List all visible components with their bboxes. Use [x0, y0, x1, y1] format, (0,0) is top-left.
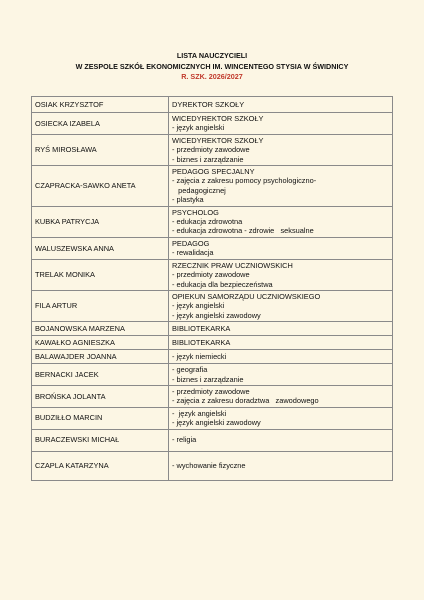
role-line: - wychowanie fizyczne: [172, 460, 246, 470]
table-row: [32, 407, 393, 429]
teacher-name: BERNACKI JACEK: [32, 364, 169, 386]
role-line: RZECZNIK PRAW UCZNIOWSKICH: [172, 260, 293, 270]
role-line: WICEDYREKTOR SZKOŁY: [172, 114, 264, 123]
teacher-name: OSIECKA IZABELA: [32, 113, 169, 135]
table-row: [32, 290, 393, 321]
table-row: [32, 350, 393, 364]
role-line: - edukacja zdrowotna - zdrowie seksualne: [172, 226, 314, 236]
role-line: - zajęcia z zakresu pomocy psychologiczno-: [172, 176, 317, 186]
teacher-name: CZAPRACKA-SAWKO ANETA: [32, 166, 169, 207]
table-row: [32, 206, 393, 237]
role-line: - język angielski: [172, 408, 227, 418]
role-line: - język angielski: [172, 301, 225, 311]
document-header: [0, 51, 424, 83]
school-name: W ZESPOLE SZKÓŁ EKONOMICZNYCH IM. WINCENTEGO STYSIA W ŚWIDNICY: [75, 61, 349, 71]
teacher-name: CZAPLA KATARZYNA: [32, 451, 169, 480]
teacher-name: BURACZEWSKI MICHAŁ: [32, 429, 169, 451]
teacher-name: FILA ARTUR: [32, 290, 169, 321]
role-line: - zajęcia z zakresu doradztwa zawodowego: [172, 396, 319, 406]
role-line: OPIEKUN SAMORZĄDU UCZNIOWSKIEGO: [172, 291, 321, 301]
teacher-roles: [169, 97, 393, 113]
table-row: [32, 113, 393, 135]
role-line: PEDAGOG: [172, 238, 210, 248]
teacher-roles: [169, 429, 393, 451]
role-line: PSYCHOLOG: [172, 207, 219, 217]
role-line: BIBLIOTEKARKA: [172, 323, 231, 333]
table-row: [32, 322, 393, 336]
role-line: - plastyka: [172, 195, 204, 205]
teacher-roles: [169, 322, 393, 336]
role-line: DYREKTOR SZKOŁY: [172, 99, 245, 109]
teacher-roles: [169, 166, 393, 207]
document-title: LISTA NAUCZYCIELI: [176, 51, 248, 60]
teacher-roles: [169, 237, 393, 259]
role-line: - biznes i zarządzanie: [172, 154, 244, 164]
teacher-roles: [169, 336, 393, 350]
table-row: [32, 385, 393, 407]
teacher-name: BROŃSKA JOLANTA: [32, 385, 169, 407]
school-year: R. SZK. 2026/2027: [181, 72, 243, 81]
teacher-roles: [169, 364, 393, 386]
teacher-roles: [169, 206, 393, 237]
table-row: [32, 429, 393, 451]
role-line: PEDAGOG SPECJALNY: [172, 167, 255, 177]
table-row: [32, 336, 393, 350]
teacher-name: TRELAK MONIKA: [32, 259, 169, 290]
role-line: - biznes i zarządzanie: [172, 374, 244, 384]
table-row: [32, 134, 393, 165]
teacher-name: KAWAŁKO AGNIESZKA: [32, 336, 169, 350]
role-line: pedagogicznej: [172, 185, 226, 195]
teacher-roles: [169, 407, 393, 429]
role-line: - przedmioty zawodowe: [172, 145, 250, 155]
table-row: [32, 364, 393, 386]
teacher-name: OSIAK KRZYSZTOF: [32, 97, 169, 113]
teacher-roles: [169, 350, 393, 364]
role-line: - język angielski zawodowy: [172, 310, 261, 320]
role-line: - edukacja dla bezpieczeństwa: [172, 279, 273, 289]
teacher-roles: [169, 134, 393, 165]
table-row: [32, 97, 393, 113]
teacher-roles: [169, 113, 393, 135]
teacher-name: BOJANOWSKA MARZENA: [32, 322, 169, 336]
role-line: - geografia: [172, 365, 208, 375]
role-line: - rewalidacja: [172, 248, 214, 258]
role-line: - język angielski: [172, 123, 225, 133]
teacher-name: BALAWAJDER JOANNA: [32, 350, 169, 364]
teacher-roles: [169, 290, 393, 321]
teacher-name: WALUSZEWSKA ANNA: [32, 237, 169, 259]
teacher-roles: [169, 451, 393, 480]
teacher-name: KUBKA PATRYCJA: [32, 206, 169, 237]
teacher-name: BUDZIŁŁO MARCIN: [32, 407, 169, 429]
teacher-roles: [169, 385, 393, 407]
table-row: [32, 451, 393, 480]
teacher-name: RYŚ MIROSŁAWA: [32, 134, 169, 165]
role-line: - język angielski zawodowy: [172, 418, 261, 428]
role-line: - przedmioty zawodowe: [172, 270, 250, 280]
role-line: - przedmioty zawodowe: [172, 386, 250, 396]
role-line: - religia: [172, 435, 197, 445]
role-line: BIBLIOTEKARKA: [172, 337, 231, 347]
role-line: - edukacja zdrowotna: [172, 217, 243, 227]
teacher-roles: [169, 259, 393, 290]
table-row: [32, 259, 393, 290]
table-row: [32, 237, 393, 259]
role-line: WICEDYREKTOR SZKOŁY: [172, 135, 264, 145]
table-row: [32, 166, 393, 207]
teachers-table: [31, 96, 393, 481]
role-line: - język niemiecki: [172, 351, 227, 361]
